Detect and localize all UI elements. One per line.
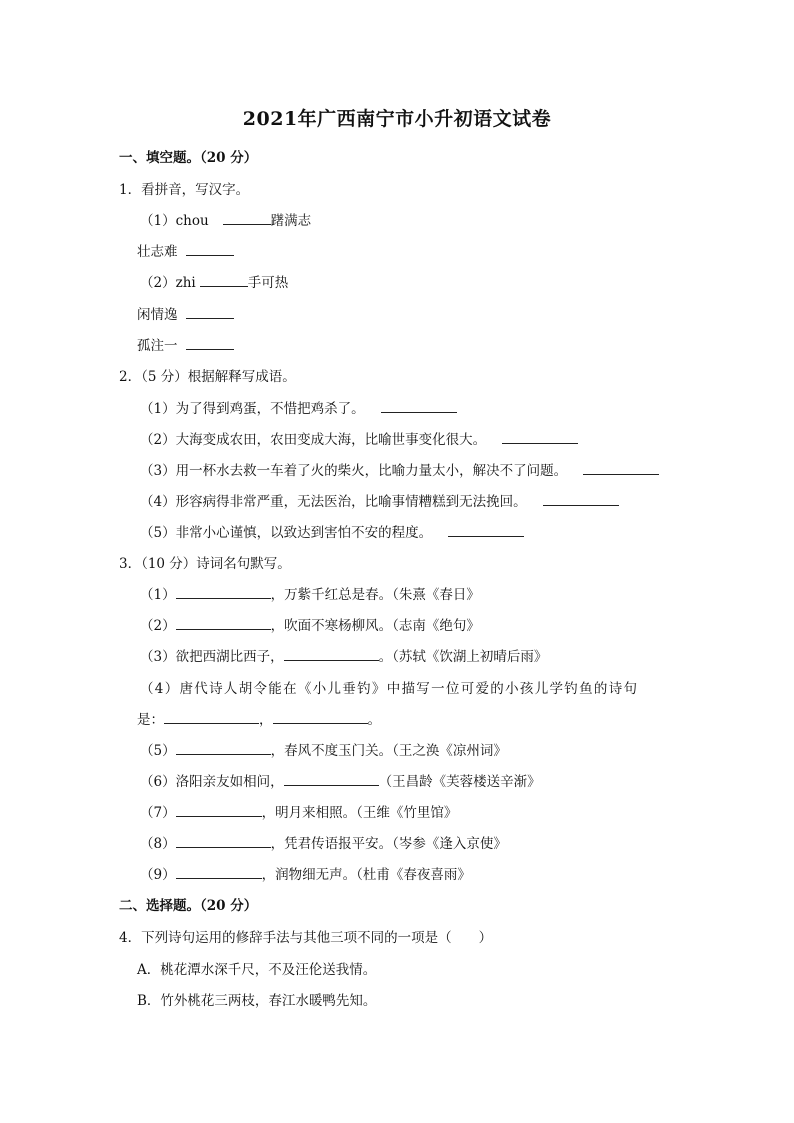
q1-item-1b-prefix: 壮志难 [137,244,178,260]
q3-line-6-prefix: （6）洛阳亲友如相问， [140,774,284,790]
q3-line-9-suffix: ，润物细无声。（杜甫《春夜喜雨》 [261,867,471,883]
q3-line-3-suffix: 。（苏轼《饮湖上初晴后雨》 [378,649,548,665]
q1-item-2-prefix: （2）zhi [140,275,196,291]
answer-blank[interactable] [502,442,578,444]
answer-blank[interactable] [176,753,271,755]
answer-blank[interactable] [176,597,271,599]
q1-item-1 [140,209,311,229]
q3-line-9-prefix: （9） [140,867,176,883]
q1-item-2b [137,303,234,323]
question-3-stem: 3．（10 分）诗词名句默写。 [119,556,291,572]
q3-line-7-prefix: （7） [140,805,176,821]
question-2-stem: 2．（5 分）根据解释写成语。 [119,369,296,385]
q3-line-4: （4）唐代诗人胡令能在《小儿垂钓》中描写一位可爱的小孩儿学钓鱼的诗句 [140,681,639,697]
q3-line-3 [140,645,547,665]
q3-line-6 [140,770,541,790]
q2-item-4 [140,490,619,510]
q3-line-9 [140,863,471,883]
q3-line-8-suffix: ，凭君传语报平安。（岑参《逢入京使》 [270,836,507,852]
answer-blank[interactable] [186,317,234,319]
q1-item-2b-prefix: 闲情逸 [137,307,178,323]
page-title: 2021年广西南宁市小升初语文试卷 [242,108,552,130]
q2-item-2-text: （2）大海变成农田，农田变成大海，比喻世事变化很大。 [140,432,487,448]
q3-line-2-prefix: （2） [140,618,176,634]
section-heading-fill-blank: 一、填空题。（20 分） [119,150,258,166]
q2-item-5-text: （5）非常小心谨慎，以致达到害怕不安的程度。 [140,525,433,541]
q2-item-5 [140,521,524,541]
answer-blank[interactable] [583,473,659,475]
q2-item-3-text: （3）用一杯水去救一车着了火的柴火，比喻力量太小，解决不了问题。 [140,463,568,479]
answer-blank[interactable] [448,535,524,537]
answer-blank[interactable] [186,254,234,256]
q4-option-b[interactable]: B．竹外桃花三两枝，春江水暖鸭先知。 [137,993,377,1009]
q1-item-2-suffix: 手可热 [247,275,289,291]
q1-item-2 [140,271,288,291]
q2-item-1 [140,397,457,417]
answer-blank[interactable] [186,348,234,350]
answer-blank[interactable] [176,628,271,630]
q3-line-4b [137,708,381,728]
answer-blank[interactable] [164,722,259,724]
q3-line-2 [140,614,480,634]
q3-line-5-suffix: ，春风不度玉门关。（王之涣《凉州词》 [270,743,507,759]
q3-line-1-prefix: （1） [140,587,176,603]
answer-blank[interactable] [176,846,271,848]
q1-item-2c [137,334,234,354]
answer-blank[interactable] [273,722,368,724]
answer-blank[interactable] [200,285,248,287]
answer-blank[interactable] [284,659,379,661]
q1-item-1-prefix: （1）chou [140,213,209,229]
answer-blank[interactable] [223,223,271,225]
q3-line-4b-prefix: 是： [137,712,164,728]
question-1-stem: 1．看拼音，写汉字。 [119,182,250,198]
q3-line-3-prefix: （3）欲把西湖比西子， [140,649,284,665]
q3-line-7-suffix: ，明月来相照。（王维《竹里馆》 [261,805,458,821]
q1-item-2c-prefix: 孤注一 [137,338,178,354]
section-heading-multiple-choice: 二、选择题。（20 分） [119,898,258,914]
q2-item-4-text: （4）形容病得非常严重，无法医治，比喻事情糟糕到无法挽回。 [140,494,527,510]
q3-line-4b-mid: ， [259,712,273,728]
q3-line-1 [140,583,480,603]
q4-option-a[interactable]: A．桃花潭水深千尺，不及汪伦送我情。 [137,962,377,978]
answer-blank[interactable] [543,504,619,506]
answer-blank[interactable] [176,877,262,879]
q2-item-3 [140,459,659,479]
question-4-stem: 4．下列诗句运用的修辞手法与其他三项不同的一项是（ ） [119,930,493,946]
answer-blank[interactable] [176,815,262,817]
q2-item-1-text: （1）为了得到鸡蛋，不惜把鸡杀了。 [140,401,365,417]
q3-line-4b-suffix: 。 [367,712,381,728]
q3-line-8 [140,832,507,852]
q1-item-1-suffix: 躇满志 [270,213,312,229]
q3-line-1-suffix: ，万紫千红总是春。（朱熹《春日》 [270,587,480,603]
answer-blank[interactable] [381,411,457,413]
answer-blank[interactable] [284,784,379,786]
q2-item-2 [140,428,578,448]
q3-line-2-suffix: ，吹面不寒杨柳风。（志南《绝句》 [270,618,480,634]
q3-line-8-prefix: （8） [140,836,176,852]
q3-line-7 [140,801,457,821]
q3-line-5-prefix: （5） [140,743,176,759]
q1-item-1b [137,240,234,260]
q3-line-6-suffix: （王昌龄《芙蓉楼送辛渐》 [378,774,541,790]
q3-line-5 [140,739,507,759]
